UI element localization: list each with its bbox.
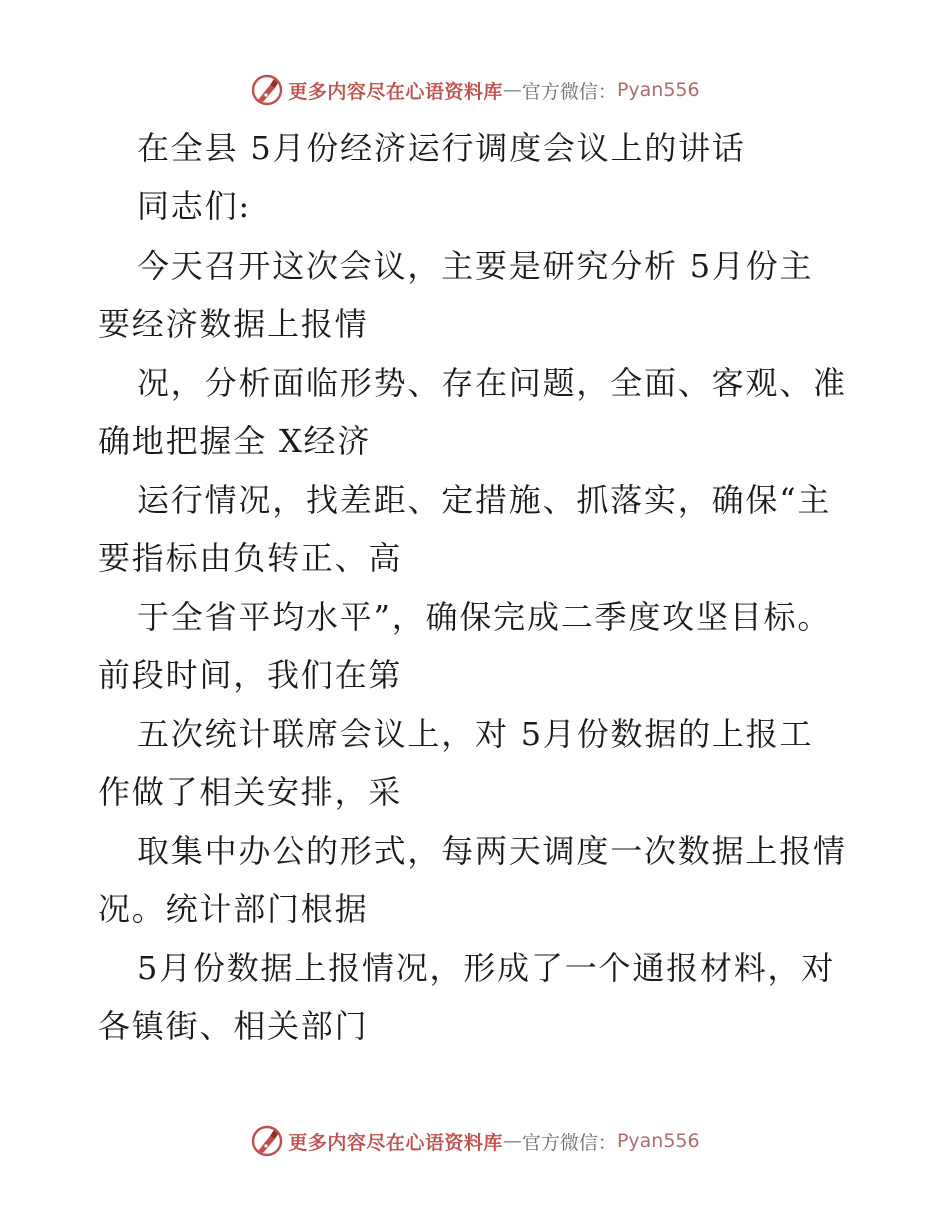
wechat-id: Pyan556 xyxy=(616,79,700,101)
header-watermark xyxy=(0,70,950,110)
banner-separator: — xyxy=(502,79,522,101)
paragraph-line: 运行情况，找差距、定措施、抓落实，确保“主 xyxy=(137,481,832,519)
paragraph-line: 5月份数据上报情况，形成了一个通报材料，对 xyxy=(137,949,836,987)
footer-watermark xyxy=(0,1121,950,1161)
salutation: 同志们: xyxy=(137,187,251,225)
paragraph-line: 要指标由负转正、高 xyxy=(98,539,403,577)
wechat-id: Pyan556 xyxy=(616,1130,700,1152)
pen-nib-logo-icon xyxy=(250,73,284,107)
paragraph-line: 况，分析面临形势、存在问题，全面、客观、准 xyxy=(137,364,847,402)
paragraph-line: 取集中办公的形式，每两天调度一次数据上报情 xyxy=(137,832,847,870)
paragraph-line: 五次统计联席会议上，对 5月份数据的上报工 xyxy=(137,715,814,753)
wechat-label: 官方微信： xyxy=(521,80,617,103)
paragraph-line: 况。统计部门根据 xyxy=(98,890,369,928)
paragraph-line: 各镇街、相关部门 xyxy=(98,1007,369,1045)
paragraph-line: 确地把握全 X经济 xyxy=(98,422,372,460)
paragraph-line: 于全省平均水平”，确保完成二季度攻坚目标。 xyxy=(137,598,832,636)
document-title: 在全县 5月份经济运行调度会议上的讲话 xyxy=(137,129,746,167)
paragraph-line: 今天召开这次会议，主要是研究分析 5月份主 xyxy=(137,247,814,285)
brand-text: 更多内容尽在心语资料库 xyxy=(288,1131,503,1154)
pen-nib-logo-icon xyxy=(250,1124,284,1158)
paragraph-line: 作做了相关安排，采 xyxy=(98,773,403,811)
brand-text: 更多内容尽在心语资料库 xyxy=(288,80,503,103)
wechat-label: 官方微信： xyxy=(521,1131,617,1154)
paragraph-line: 前段时间，我们在第 xyxy=(98,656,403,694)
paragraph-line: 要经济数据上报情 xyxy=(98,305,369,343)
banner-separator: — xyxy=(502,1130,522,1152)
